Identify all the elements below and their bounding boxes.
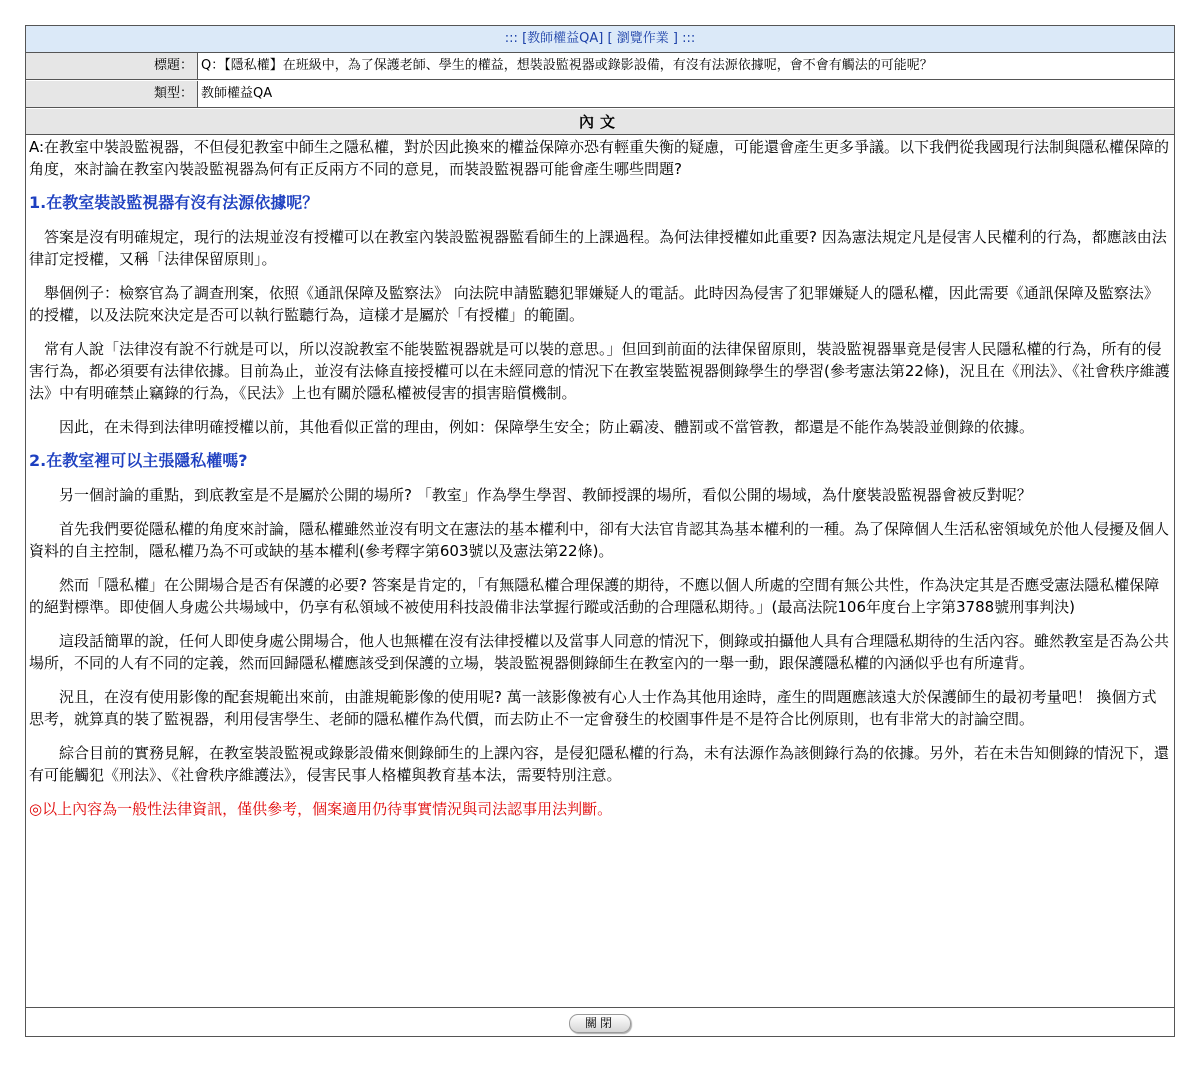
paragraph: 況且，在沒有使用影像的配套規範出來前，由誰規範影像的使用呢? 萬一該影像被有心人士作為其他用途時，產生的問題應該遠大於保護師生的最初考量吧！ 換個方式思考，就算真的裝了監視器，利用侵害學生、老師的隱私權作為代價，而去防止不一定會發生的校園事件是不是符合比例原則，也有非常大的討論空間。: [29, 688, 1157, 728]
title-value: Q：【隱私權】在班級中，為了保護老師、學生的權益，想裝設監視器或錄影設備，有沒有法源依據呢，會不會有觸法的可能呢？: [201, 58, 933, 73]
content-body: [26, 136, 1174, 832]
paragraph: 舉個例子：檢察官為了調查刑案，依照《通訊保障及監察法》 向法院申請監聽犯罪嫌疑人的電話。此時因為侵害了犯罪嫌疑人的隱私權，因此需要《通訊保障及監察法》的授權，以及法院來決定是否可以執行監聽行為，這樣才是屬於「有授權」的範圍。: [29, 284, 1159, 324]
type-label: 類型：: [26, 81, 198, 107]
header-prefix: :::: [504, 31, 518, 46]
question-heading-2: 2.在教室裡可以主張隱私權嗎?: [29, 451, 248, 470]
header-bar: [26, 26, 1174, 53]
intro-paragraph: A:在教室中裝設監視器，不但侵犯教室中師生之隱私權，對於因此換來的權益保障亦恐有輕重失衡的疑慮，可能還會產生更多爭議。以下我們從我國現行法制與隱私權保障的角度，來討論在教室內裝設監視器為何有正反兩方不同的意見，而裝設監視器可能會產生哪些問題?: [29, 138, 1170, 178]
paragraph: 答案是沒有明確規定，現行的法規並沒有授權可以在教室內裝設監視器監看師生的上課過程。為何法律授權如此重要? 因為憲法規定凡是侵害人民權利的行為，都應該由法律訂定授權，又稱「法律保留原則」。: [29, 228, 1167, 268]
paragraph: 然而「隱私權」在公開場合是否有保護的必要? 答案是肯定的，「有無隱私權合理保護的期待，不應以個人所處的空間有無公共性，作為決定其是否應受憲法隱私權保障的絕對標準。即使個人身處公共場域中，仍享有私領域不被使用科技設備非法掌握行蹤或活動的合理隱私期待。」(最高法院106年度台上字第3788號刑事判決): [29, 576, 1160, 616]
question-heading-1: 1.在教室裝設監視器有沒有法源依據呢？: [29, 193, 319, 212]
category-link[interactable]: [教師權益QA]: [522, 31, 604, 46]
footer-bar: [26, 1007, 1174, 1036]
qa-panel: [25, 25, 1175, 1037]
browse-link[interactable]: [ 瀏覽作業 ]: [607, 31, 678, 46]
paragraph: 這段話簡單的說，任何人即使身處公開場合，他人也無權在沒有法律授權以及當事人同意的情況下，側錄或拍攝他人具有合理隱私期待的生活內容。雖然教室是否為公共場所，不同的人有不同的定義，然而回歸隱私權應該受到保護的立場，裝設監視器側錄師生在教室內的一舉一動，跟保護隱私權的內涵似乎也有所違背。: [29, 632, 1170, 672]
paragraph: 因此，在未得到法律明確授權以前，其他看似正當的理由，例如：保障學生安全；防止霸凌、體罰或不當管教，都還是不能作為裝設並側錄的依據。: [29, 418, 1035, 436]
disclaimer-note: ◎以上內容為一般性法律資訊，僅供參考，個案適用仍待事實情況與司法認事用法判斷。: [29, 800, 613, 818]
paragraph: 另一個討論的重點，到底教室是不是屬於公開的場所? 「教室」作為學生學習、教師授課的場所，看似公開的場域，為什麼裝設監視器會被反對呢？: [29, 486, 1032, 504]
paragraph: 常有人說「法律沒有說不行就是可以，所以沒說教室不能裝監視器就是可以裝的意思。」但回到前面的法律保留原則，裝設監視器畢竟是侵害人民隱私權的行為，所有的侵害行為，都必須要有法律依據。目前為止，並沒有法條直接授權可以在未經同意的情況下在教室裝監視器側錄學生的學習(參考憲法第22條)，況且在《刑法》、《社會秩序維護法》中有明確禁止竊錄的行為，《民法》上也有關於隱私權被侵害的損害賠償機制。: [29, 340, 1170, 402]
section-title: 內文: [26, 109, 1174, 135]
title-label: 標題：: [26, 53, 198, 79]
paragraph: 首先我們要從隱私權的角度來討論，隱私權雖然並沒有明文在憲法的基本權利中，卻有大法官肯認其為基本權利的一種。為了保障個人生活私密領域免於他人侵擾及個人資料的自主控制，隱私權乃為不可或缺的基本權利(參考釋字第603號以及憲法第22條)。: [29, 520, 1170, 560]
type-value: 教師權益QA: [201, 86, 273, 101]
title-row: [26, 53, 1174, 80]
close-button[interactable]: 關閉: [569, 1014, 631, 1033]
type-row: [26, 81, 1174, 108]
header-suffix: :::: [682, 31, 696, 46]
paragraph: 綜合目前的實務見解，在教室裝設監視或錄影設備來側錄師生的上課內容，是侵犯隱私權的行為，未有法源作為該側錄行為的依據。另外，若在未告知側錄的情況下，還有可能觸犯《刑法》、《社會秩序維護法》，侵害民事人格權與教育基本法，需要特別注意。: [29, 744, 1170, 784]
